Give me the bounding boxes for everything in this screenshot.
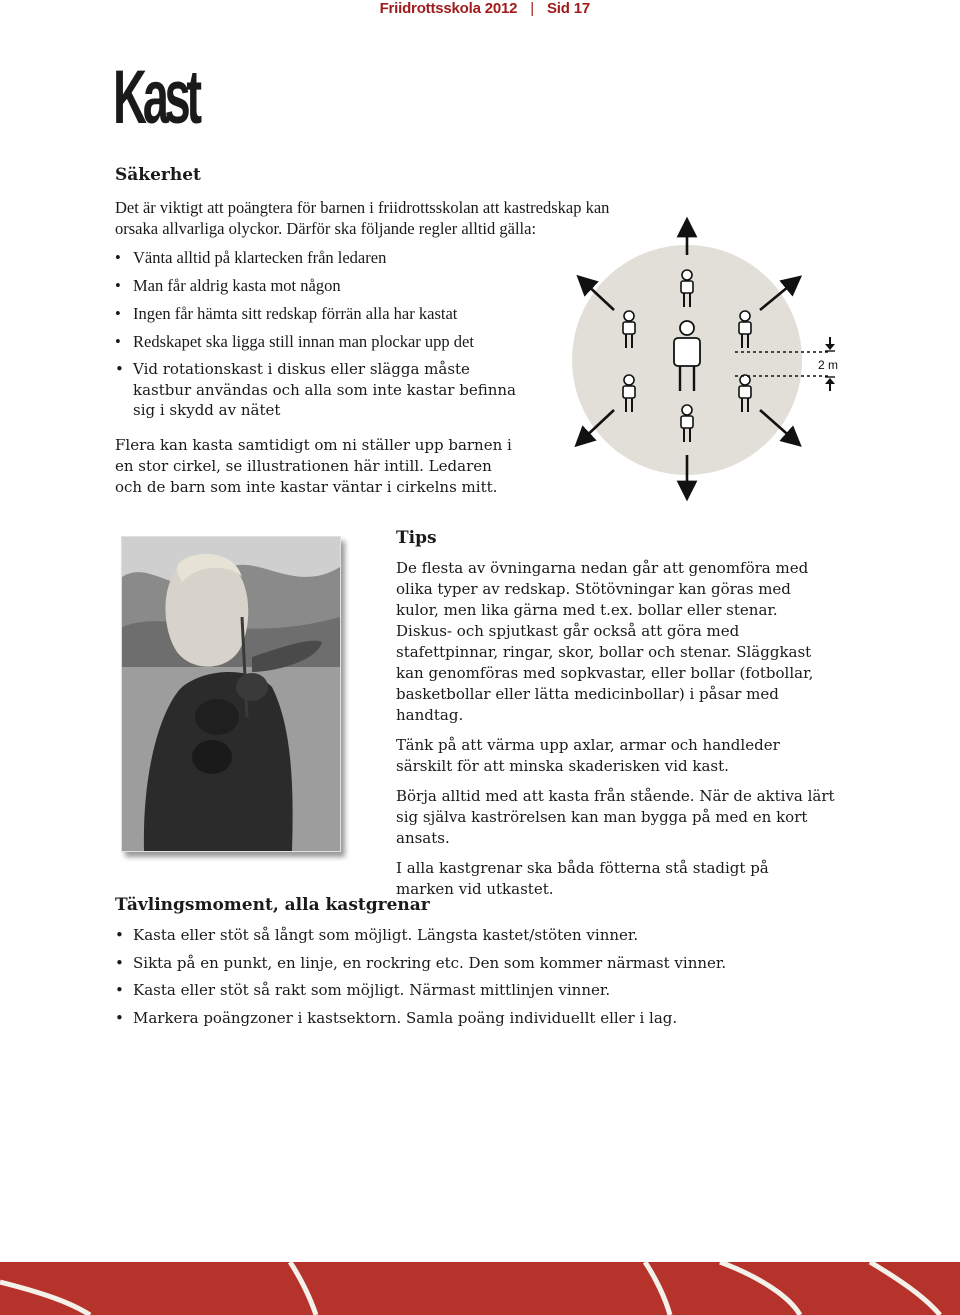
competition-list <box>115 925 755 1029</box>
safety-section <box>115 165 635 498</box>
throwing-circle-diagram <box>572 215 842 505</box>
page-title: Kast <box>113 55 198 140</box>
safety-intro: Det är viktigt att poängtera för barnen i friidrottsskolan att kastredskap kan orsaka allvarliga olyckor. Därför ska följande regler alltid gälla: <box>115 198 610 238</box>
safety-heading: Säkerhet <box>115 165 201 185</box>
page-header <box>380 0 590 17</box>
page-number: Sid 17 <box>547 0 590 17</box>
publication-name: Friidrottsskola 2012 <box>379 0 518 17</box>
list-item: • Vid rotationskast i diskus eller slägga måste kastbur användas och alla som inte kastar befinna sig i skydd av nätet <box>115 359 523 421</box>
list-item: • Vänta alltid på klartecken från ledaren <box>115 247 533 268</box>
list-item: • Man får aldrig kasta mot någon <box>115 275 533 296</box>
list-item: • Markera poängzoner i kastsektorn. Samla poäng individuellt eller i lag. <box>115 1008 755 1029</box>
list-item: • Kasta eller stöt så långt som möjligt. Längsta kastet/stöten vinner. <box>115 925 755 946</box>
header-separator: | <box>530 0 534 17</box>
running-track-footer-image <box>0 1262 960 1315</box>
tips-paragraph: Tänk på att värma upp axlar, armar och handleder särskilt för att minska skaderisken vid kast. <box>396 736 780 775</box>
tips-section <box>396 528 836 909</box>
distance-label: 2 m <box>818 358 839 372</box>
tips-paragraph: I alla kastgrenar ska båda fötterna stå stadigt på marken vid utkastet. <box>396 859 769 898</box>
tips-heading: Tips <box>396 528 437 548</box>
list-item: • Sikta på en punkt, en linje, en rockring etc. Den som kommer närmast vinner. <box>115 953 755 974</box>
competition-section <box>115 895 755 1035</box>
list-item: • Redskapet ska ligga still innan man plockar upp det <box>115 331 533 352</box>
list-item: • Ingen får hämta sitt redskap förrän alla har kastat <box>115 303 533 324</box>
circle-setup-text: Flera kan kasta samtidigt om ni ställer upp barnen i en stor cirkel, se illustrationen här intill. Ledaren och de barn som inte kastar väntar i cirkelns mitt. <box>115 435 512 496</box>
child-with-throwing-equipment-photo <box>121 536 341 852</box>
list-item: • Kasta eller stöt så rakt som möjligt. Närmast mittlinjen vinner. <box>115 980 755 1001</box>
tips-paragraph: De flesta av övningarna nedan går att genomföra med olika typer av redskap. Stötövningar kan göras med kulor, men lika gärna med t.ex. bollar eller stenar. Diskus- och spjutkast går också att göra med stafettpinnar, ringar, skor, bollar och stenar. Släggkast kan genomföras med sopkvastar, eller bollar (fotbollar, basketbollar eller lätta medicinbollar) i påsar med handtag. <box>396 559 814 724</box>
safety-rules-list <box>115 247 635 421</box>
tips-paragraph: Börja alltid med att kasta från stående. När de aktiva lärt sig själva kaströrelsen kan man bygga på med en kort ansats. <box>396 787 835 847</box>
competition-heading: Tävlingsmoment, alla kastgrenar <box>115 895 430 915</box>
